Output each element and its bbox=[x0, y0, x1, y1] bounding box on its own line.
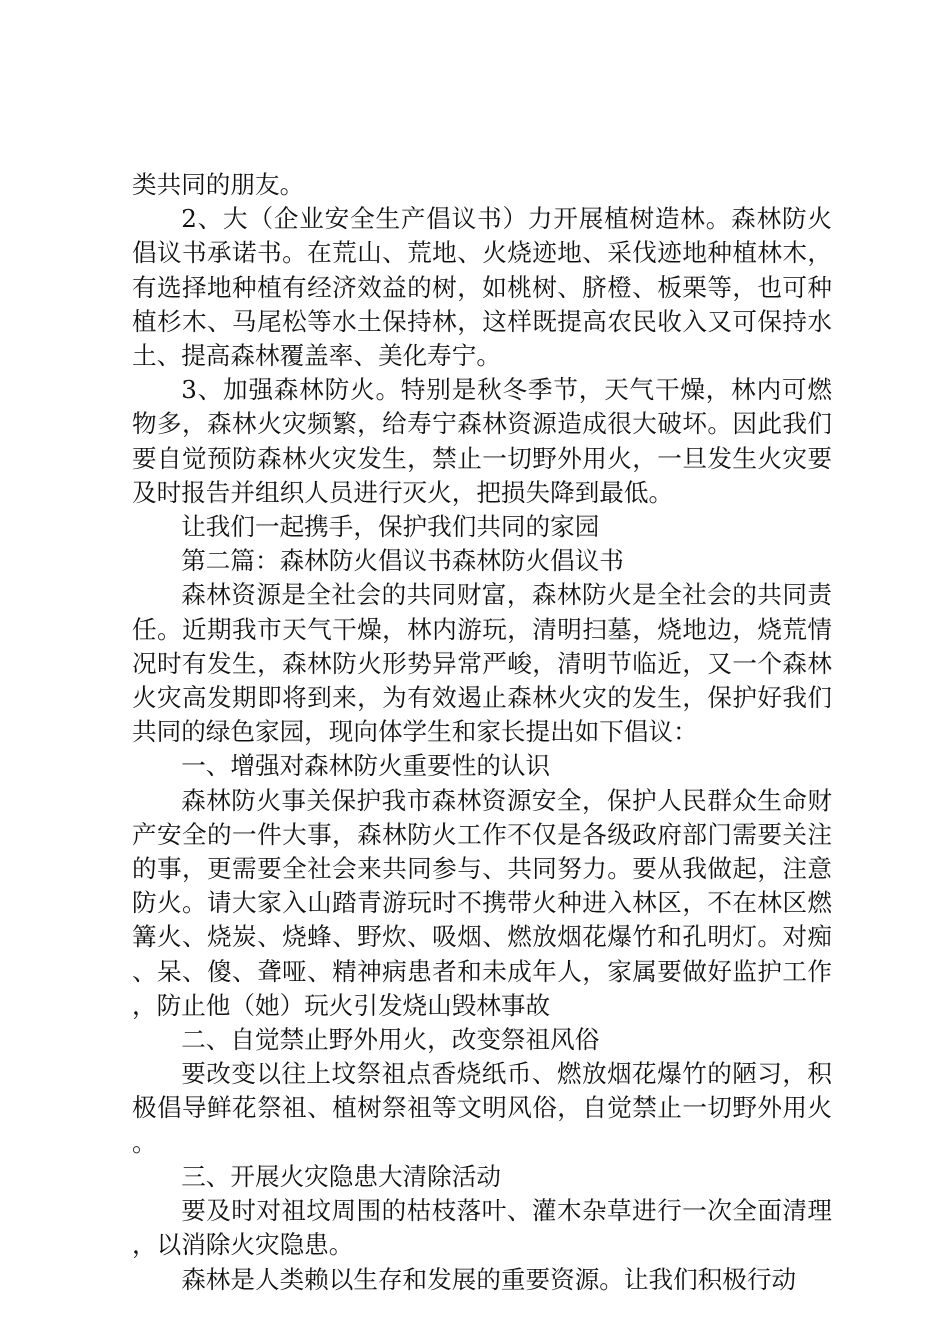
paragraph-2: 2、大（企业安全生产倡议书）力开展植树造林。森林防火倡议书承诺书。在荒山、荒地、火烧迹地、采伐迹地种植林木，有选择地种植有经济效益的树，如桃树、脐橙、板栗等，也可种植杉木、马尾松等水土保持林，这样既提高农民收入又可保持水土、提高森林覆盖率、美化寿宁。 bbox=[132, 204, 832, 371]
paragraph-12: 要及时对祖坟周围的枯枝落叶、灌木杂草进行一次全面清理，以消除火灾隐患。 bbox=[132, 1196, 832, 1260]
paragraph-13: 森林是人类赖以生存和发展的重要资源。让我们积极行动 bbox=[181, 1264, 797, 1294]
subheading-2: 二、自觉禁止野外用火，改变祭祖风俗 bbox=[181, 1025, 600, 1055]
document-body bbox=[132, 168, 832, 1297]
paragraph-8: 森林防火事关保护我市森林资源安全，保护人民群众生命财产安全的一件大事，森林防火工作不仅是各级政府部门需要关注的事，更需要全社会来共同参与、共同努力。要从我做起，注意防火。请大家入山踏青游玩时不携带火种进入林区，不在林区燃篝火、烧炭、烧蜂、野炊、吸烟、燃放烟花爆竹和孔明灯。对痴、呆、傻、聋哑、精神病患者和未成年人，家属要做好监护工作，防止他（她）玩火引发烧山毁林事故 bbox=[132, 785, 832, 1020]
paragraph-4: 让我们一起携手，保护我们共同的家园 bbox=[181, 512, 600, 542]
paragraph-1: 类共同的朋友。 bbox=[132, 170, 305, 199]
paragraph-6: 森林资源是全社会的共同财富，森林防火是全社会的共同责任。近期我市天气干燥，林内游玩，清明扫墓，烧地边，烧荒情况时有发生，森林防火形势异常严峻，清明节临近，又一个森林火灾高发期即将到来，为有效遏止森林火灾的发生，保护好我们共同的绿色家园，现向体学生和家长提出如下倡议： bbox=[132, 580, 832, 747]
subheading-3: 三、开展火灾隐患大清除活动 bbox=[181, 1161, 501, 1191]
subheading-1: 一、增强对森林防火重要性的认识 bbox=[181, 751, 551, 781]
paragraph-10: 要改变以往上坟祭祖点香烧纸币、燃放烟花爆竹的陋习，积极倡导鲜花祭祖、植树祭祖等文明风俗，自觉禁止一切野外用火。 bbox=[132, 1059, 832, 1157]
section-heading-2: 第二篇：森林防火倡议书森林防火倡议书 bbox=[181, 546, 624, 576]
paragraph-3: 3、加强森林防火。特别是秋冬季节，天气干燥，林内可燃物多，森林火灾频繁，给寿宁森林资源造成很大破坏。因此我们要自觉预防森林火灾发生，禁止一切野外用火，一旦发生火灾要及时报告并组织人员进行灭火，把损失降到最低。 bbox=[132, 375, 832, 507]
